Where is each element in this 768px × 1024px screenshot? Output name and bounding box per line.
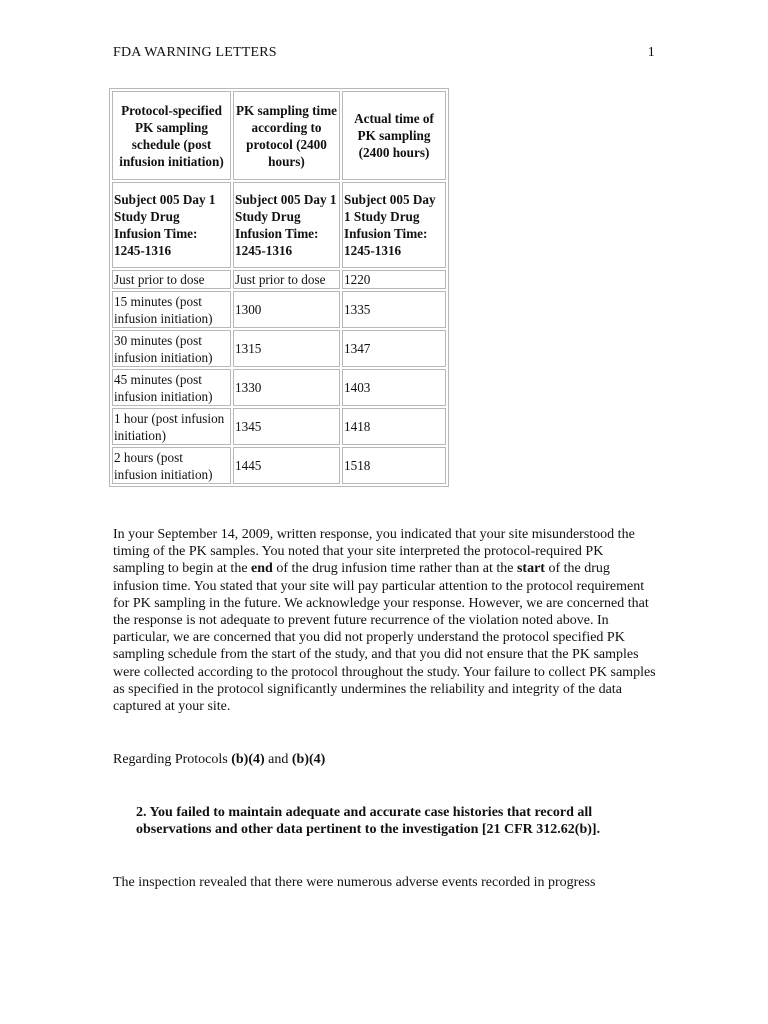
table-cell: Subject 005 Day 1 Study Drug Infusion Time: 1245-1316 — [233, 182, 340, 268]
emphasis-end: end — [251, 561, 273, 577]
table-row — [112, 330, 446, 367]
table-cell: 15 minutes (post infusion initiation) — [112, 291, 231, 328]
table-cell: 1300 — [233, 291, 340, 328]
table-cell: 1345 — [233, 408, 340, 445]
table-cell: 1 hour (post infusion initiation) — [112, 408, 231, 445]
redaction-label: (b)(4) — [291, 752, 326, 767]
paragraph-text: of the drug infusion time. You stated that your site will pay particular attention to the protocol requirement for PK sampling in the future. We acknowledge your response. However, we are concerned that the response is not adequate to prevent future recurrence of the violation noted above. In particular, we are concerned that you did not properly understand the protocol specified PK sampling schedule from the start of the study, and that you did not ensure that the PK samples were collected according to the protocol throughout the study. Your failure to collect PK samples as specified in the protocol significantly undermines the reliability and integrity of the data captured at your site. — [113, 561, 656, 715]
table-header-row — [112, 91, 446, 180]
violation-heading: 2. You failed to maintain adequate and accurate case histories that record all observations and other data pertinent to the investigation [21 CFR 312.62(b)]. — [136, 805, 601, 838]
table-cell: Subject 005 Day 1 Study Drug Infusion Time: 1245-1316 — [112, 182, 231, 268]
header-cell-protocol-time: PK sampling time according to protocol (2400 hours) — [233, 91, 340, 180]
table-cell: Just prior to dose — [112, 270, 231, 289]
paragraph-text: of the drug infusion time rather than at the — [272, 561, 517, 577]
header-cell-actual-time: Actual time of PK sampling (2400 hours) — [342, 91, 446, 180]
table-row — [112, 369, 446, 406]
table-cell: 45 minutes (post infusion initiation) — [112, 369, 231, 406]
table-cell: Subject 005 Day 1 Study Drug Infusion Time: 1245-1316 — [342, 182, 446, 268]
redaction-label: (b)(4) — [231, 752, 265, 767]
table-cell: 1445 — [233, 447, 340, 484]
table-row — [112, 447, 446, 484]
table-cell: 1220 — [342, 270, 446, 289]
header-cell-schedule: Protocol-specified PK sampling schedule (post infusion initiation) — [112, 91, 231, 180]
table-cell: 30 minutes (post infusion initiation) — [112, 330, 231, 367]
emphasis-start: start — [516, 561, 545, 577]
table-cell: 1330 — [233, 369, 340, 406]
table-cell: 1315 — [233, 330, 340, 367]
table-row — [112, 291, 446, 328]
table-cell: 1403 — [342, 369, 446, 406]
pk-sampling-table — [109, 88, 449, 487]
protocols-line — [113, 751, 658, 768]
table-row — [112, 270, 446, 289]
paragraph-text: and — [264, 752, 292, 767]
running-head-title: FDA WARNING LETTERS — [113, 45, 277, 60]
table-cell: 1347 — [342, 330, 446, 367]
table-cell: Just prior to dose — [233, 270, 340, 289]
paragraph-text: In your September 14, 2009, written response, you indicated that your site misunderstood the timing of the PK samples. You noted that your site interpreted the protocol-required PK sampling to begin at the — [113, 527, 635, 577]
response-paragraph — [113, 526, 658, 715]
table-cell: 1418 — [342, 408, 446, 445]
table-cell: 1518 — [342, 447, 446, 484]
inspection-paragraph: The inspection revealed that there were numerous adverse events recorded in progress — [113, 875, 596, 890]
table-subject-row — [112, 182, 446, 268]
paragraph-text: Regarding Protocols — [113, 752, 232, 767]
table-cell: 1335 — [342, 291, 446, 328]
table-row — [112, 408, 446, 445]
page-number: 1 — [647, 45, 655, 60]
table-cell: 2 hours (post infusion initiation) — [112, 447, 231, 484]
